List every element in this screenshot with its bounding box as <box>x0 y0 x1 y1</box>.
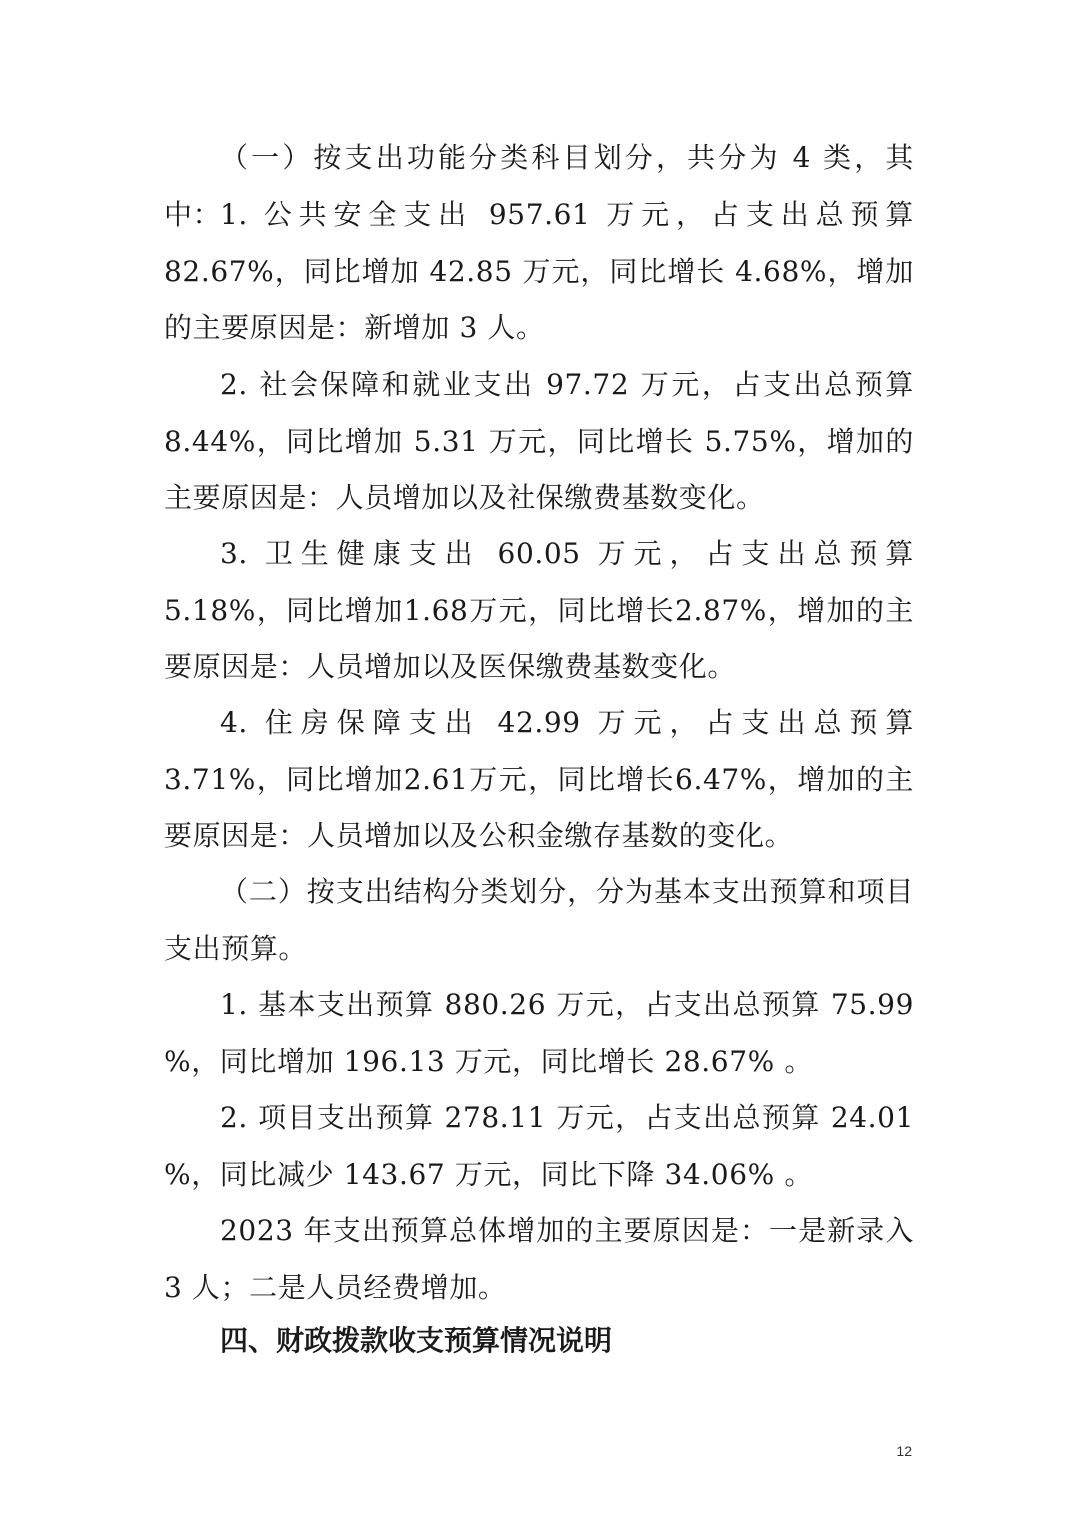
paragraph-health: 3. 卫生健康支出 60.05 万元，占支出总预算 5.18%，同比增加1.68万元，同比增长2.87%，增加的主要原因是：人员增加以及医保缴费基数变化。 <box>164 537 914 683</box>
paragraph-housing: 4. 住房保障支出 42.99 万元，占支出总预算 3.71%，同比增加2.61万元，同比增长6.47%，增加的主要原因是：人员增加以及公积金缴存基数的变化。 <box>164 706 914 852</box>
paragraph-intro-structural: （二）按支出结构分类划分，分为基本支出预算和项目支出预算。 <box>164 875 914 965</box>
section-heading: 四、财政拨款收支预算情况说明 <box>220 1324 613 1357</box>
paragraph-intro-functional: （一）按支出功能分类科目划分，共分为 4 类，其中： <box>164 141 914 231</box>
paragraph-project-expenditure: 2. 项目支出预算 278.11 万元，占支出总预算 24.01 %，同比减少 143.67 万元，同比下降 34.06% 。 <box>164 1101 914 1191</box>
paragraph-summary-reason: 2023 年支出预算总体增加的主要原因是：一是新录入 3 人；二是人员经费增加。 <box>164 1214 914 1304</box>
page-number: 12 <box>896 1443 912 1459</box>
paragraph-public-safety: 1. 公共安全支出 957.61 万元，占支出总预算 82.67%，同比增加 42.85 万元，同比增长 4.68%，增加的主要原因是：新增加 3 人。 <box>164 198 914 344</box>
paragraph-social-security: 2. 社会保障和就业支出 97.72 万元，占支出总预算 8.44%，同比增加 5.31 万元，同比增长 5.75%，增加的主要原因是：人员增加以及社保缴费基数变化。 <box>164 368 914 514</box>
paragraph-basic-expenditure: 1. 基本支出预算 880.26 万元，占支出总预算 75.99 %，同比增加 196.13 万元，同比增长 28.67% 。 <box>164 988 914 1078</box>
